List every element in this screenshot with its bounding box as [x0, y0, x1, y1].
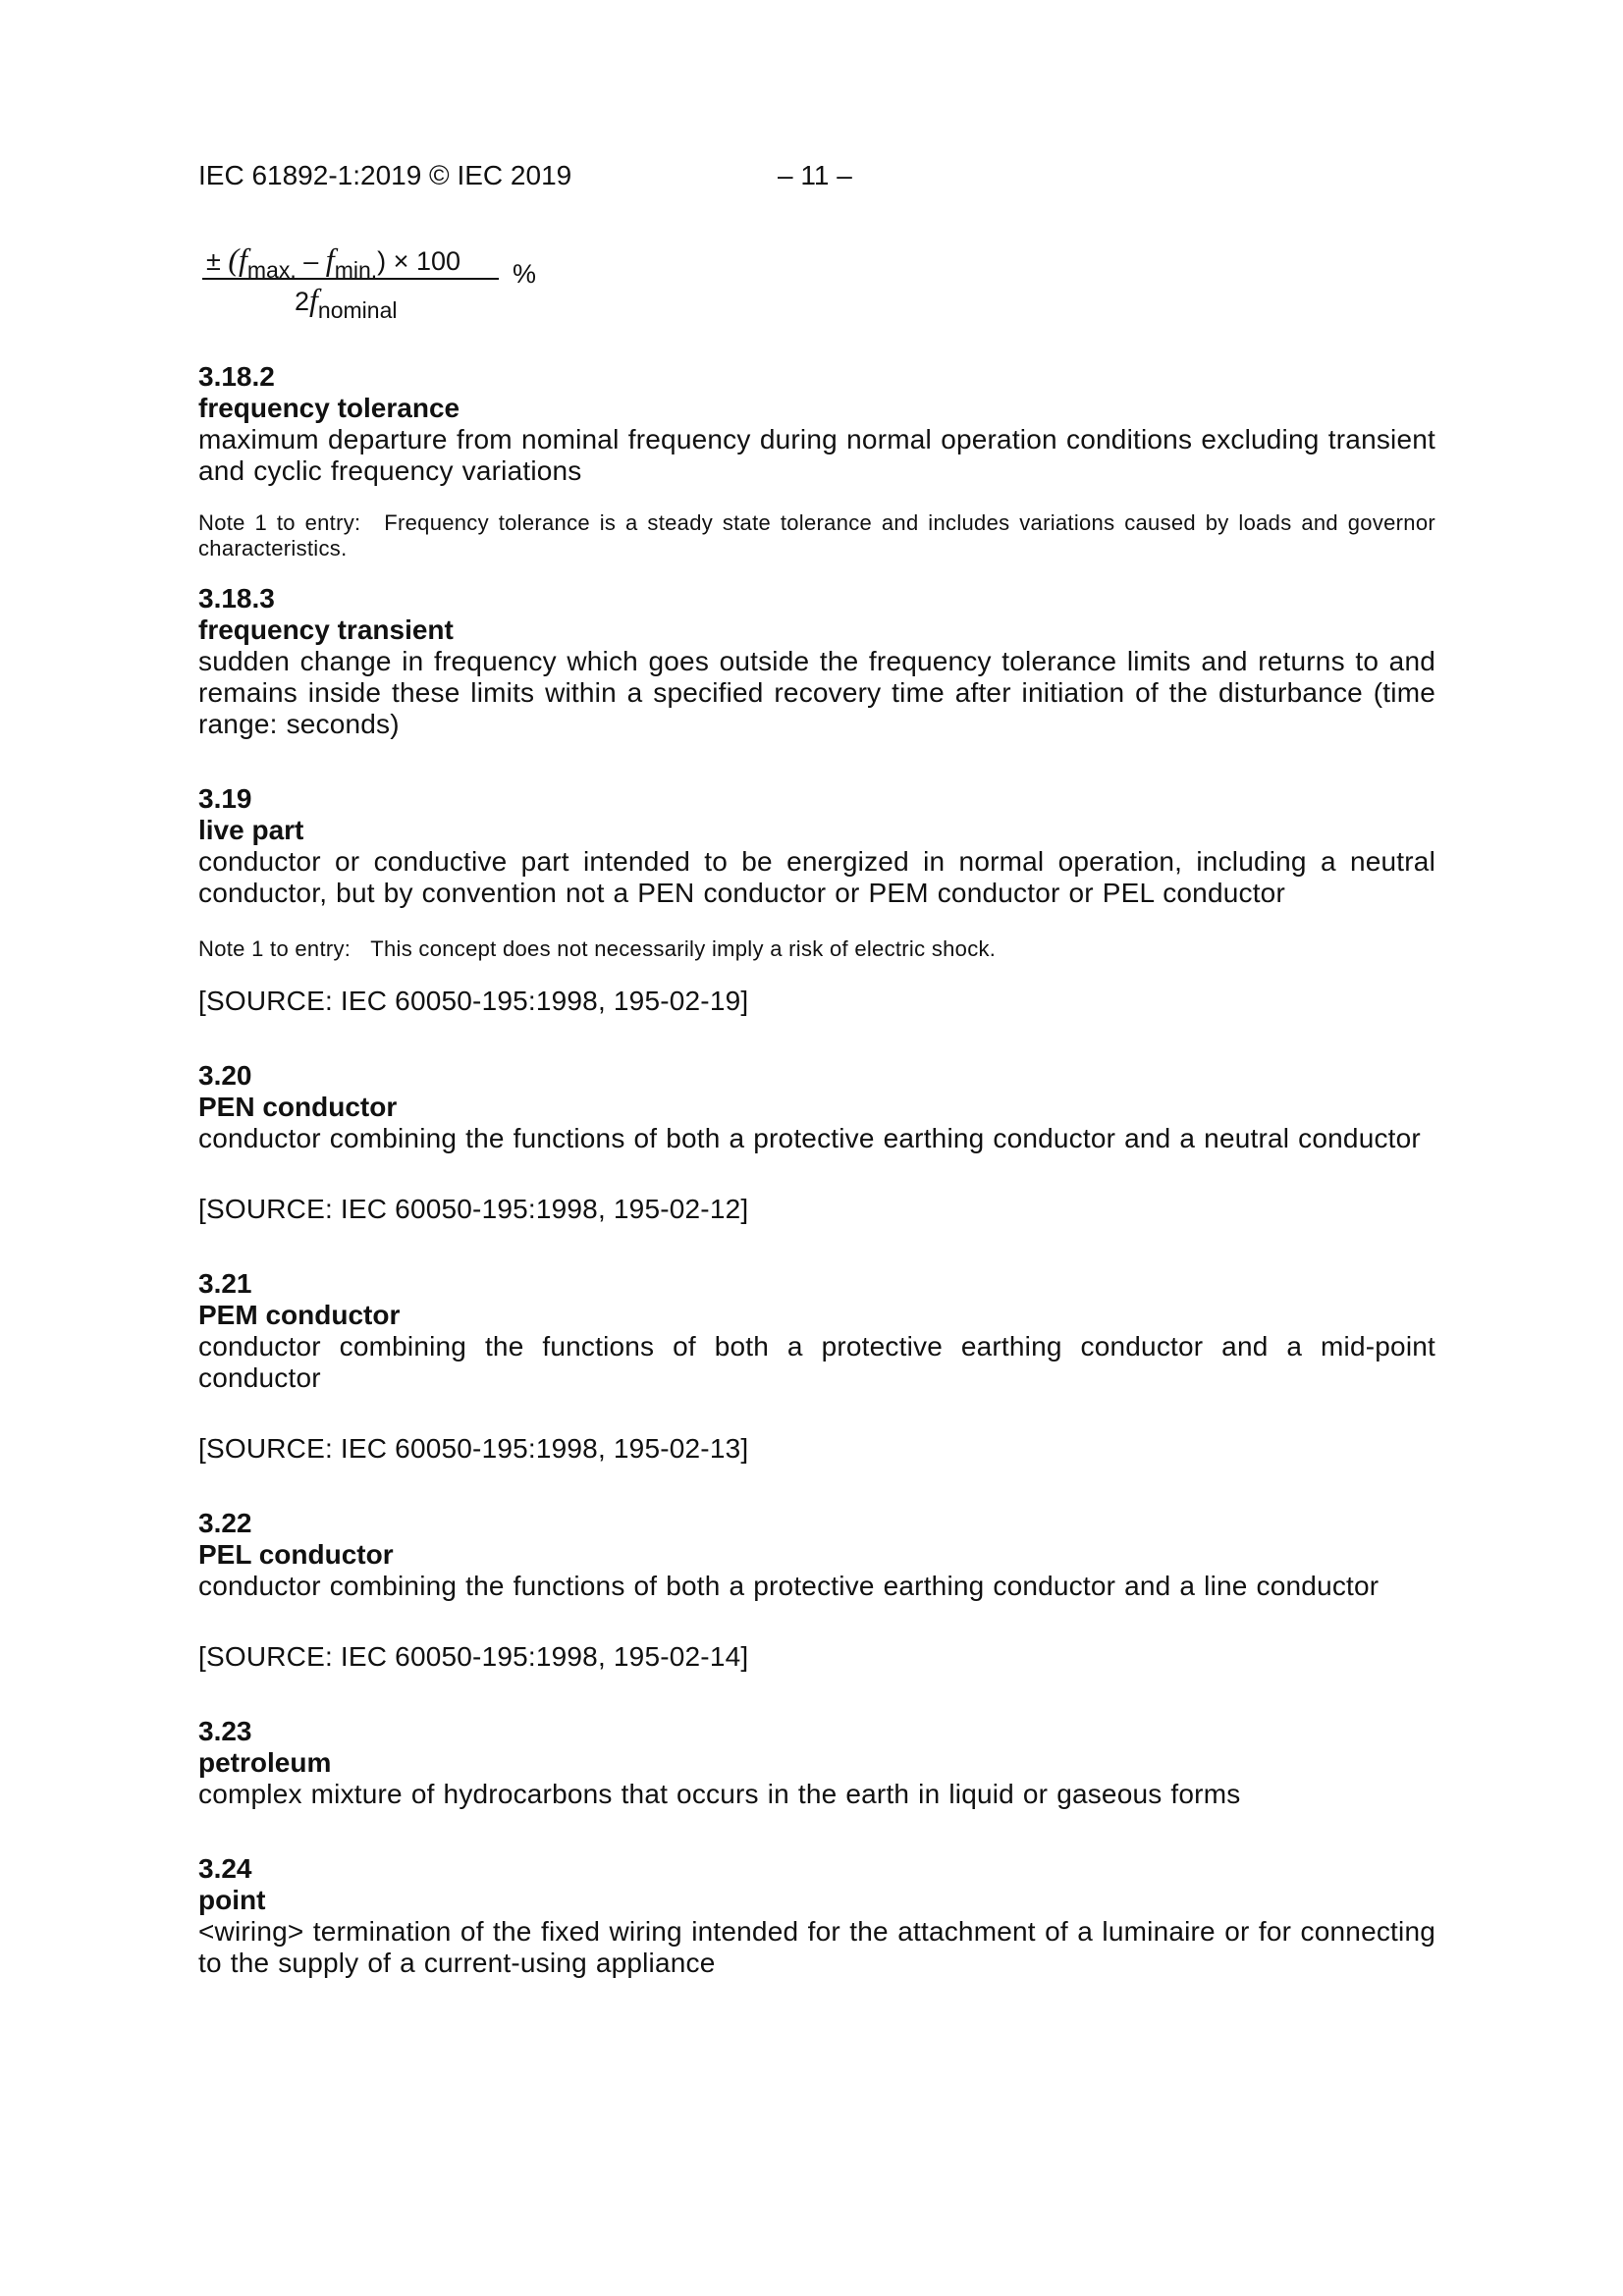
term-definition: maximum departure from nominal frequency during normal operation conditions excluding transient and cyclic frequency variations [198, 424, 1435, 486]
term-number: 3.24 [198, 1853, 252, 1884]
term-definition: conductor combining the functions of both a protective earthing conductor and a mid-point conductor [198, 1331, 1435, 1393]
term-definition: conductor combining the functions of both a protective earthing conductor and a line conductor [198, 1571, 1380, 1601]
term-entry [198, 1268, 1435, 1465]
fraction-bar [202, 278, 499, 280]
term-definition: complex mixture of hydrocarbons that occurs in the earth in liquid or gaseous forms [198, 1779, 1241, 1809]
note-label: Note 1 to entry: [198, 936, 352, 961]
term-entry [198, 783, 1435, 1017]
term-definition: <wiring> termination of the fixed wiring intended for the attachment of a luminaire or for connecting to the supply of a current-using appliance [198, 1916, 1435, 1978]
term-name: frequency transient [198, 614, 454, 645]
formula-numerator: ± (fmax. – fmin.) × 100 [206, 241, 461, 283]
term-number: 3.18.2 [198, 361, 275, 392]
term-entry [198, 1060, 1435, 1225]
term-entry [198, 1853, 1435, 1979]
note-text: Frequency tolerance is a steady state tolerance and includes variations caused by loads and governor characteristics. [198, 510, 1435, 561]
term-name: petroleum [198, 1747, 332, 1778]
term-name: PEL conductor [198, 1539, 394, 1570]
term-note [198, 936, 1435, 962]
term-name: PEN conductor [198, 1092, 398, 1122]
term-note [198, 510, 1435, 561]
term-entry [198, 1716, 1435, 1810]
formula-denominator: 2fnominal [295, 282, 398, 323]
term-definition: conductor or conductive part intended to be energized in normal operation, including a neutral conductor, but by convention not a PEN conductor or PEM conductor or PEL conductor [198, 846, 1435, 908]
term-source: [SOURCE: IEC 60050-195:1998, 195-02-12] [198, 1194, 749, 1224]
term-source: [SOURCE: IEC 60050-195:1998, 195-02-13] [198, 1433, 749, 1464]
term-number: 3.21 [198, 1268, 252, 1299]
term-number: 3.19 [198, 783, 252, 814]
term-entry [198, 583, 1435, 740]
terms-body [198, 361, 1435, 1979]
term-entry [198, 1508, 1435, 1673]
term-definition: sudden change in frequency which goes outside the frequency tolerance limits and returns to and remains inside these limits within a specified recovery time after initiation of the disturbance (time range: seconds) [198, 646, 1435, 739]
frequency-variation-formula [202, 240, 556, 328]
page-number: – 11 – [778, 160, 852, 190]
term-name: frequency tolerance [198, 393, 460, 423]
note-text: This concept does not necessarily imply a risk of electric shock. [370, 936, 997, 961]
term-number: 3.18.3 [198, 583, 275, 614]
term-number: 3.23 [198, 1716, 252, 1746]
term-source: [SOURCE: IEC 60050-195:1998, 195-02-19] [198, 986, 749, 1016]
term-source: [SOURCE: IEC 60050-195:1998, 195-02-14] [198, 1641, 749, 1672]
term-name: live part [198, 815, 304, 845]
term-number: 3.22 [198, 1508, 252, 1538]
percent-sign: % [513, 259, 537, 289]
page-header-reference: IEC 61892-1:2019 © IEC 2019 [198, 160, 572, 190]
term-name: PEM conductor [198, 1300, 401, 1330]
note-label: Note 1 to entry: [198, 510, 361, 535]
term-entry [198, 361, 1435, 561]
term-definition: conductor combining the functions of both a protective earthing conductor and a neutral conductor [198, 1123, 1421, 1153]
term-name: point [198, 1885, 266, 1915]
term-number: 3.20 [198, 1060, 252, 1091]
